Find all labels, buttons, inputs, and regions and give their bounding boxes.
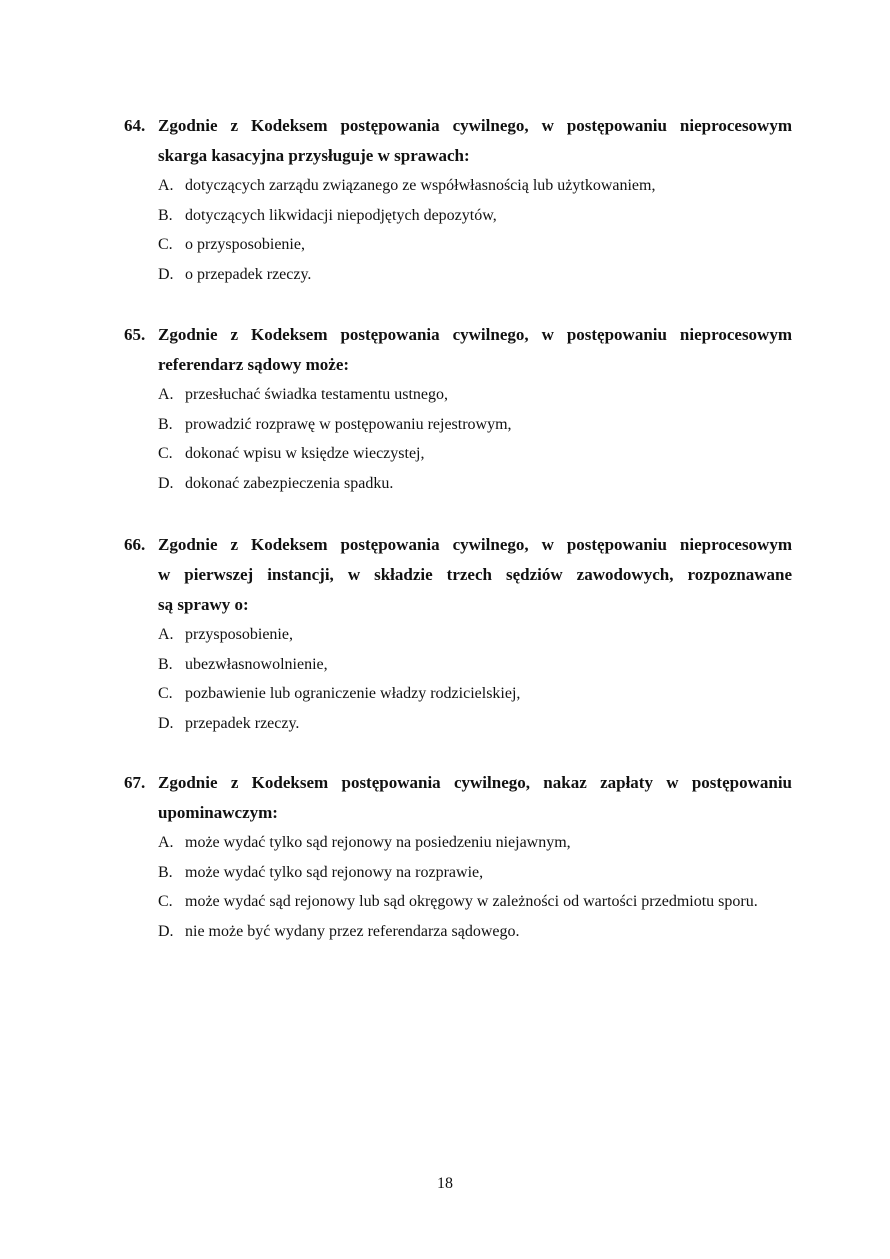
question-67 [124, 768, 792, 946]
question-number: 67. [124, 773, 146, 792]
question-66 [124, 530, 792, 738]
question-line: są sprawy o: [158, 595, 249, 614]
answer-option-a[interactable]: A. przesłuchać świadka testamentu ustnego, [158, 386, 449, 403]
question-line: Zgodnie z Kodeksem postępowania cywilnego, nakaz zapłaty w postępowaniu [158, 773, 792, 792]
question-text [158, 320, 792, 380]
question-header [124, 530, 792, 620]
answer-option-b[interactable]: B. może wydać tylko sąd rejonowy na rozprawie, [158, 863, 484, 881]
answer-option-d[interactable]: D. nie może być wydany przez referendarza sądowego. [158, 922, 520, 940]
answer-option-b[interactable]: B. ubezwłasnowolnienie, [158, 655, 328, 673]
answer-option-c[interactable]: C. może wydać sąd rejonowy lub sąd okręgowy w zależności od wartości przedmiotu sporu. [158, 893, 758, 910]
question-header [124, 320, 792, 380]
question-65 [124, 320, 792, 498]
question-line: Zgodnie z Kodeksem postępowania cywilnego, w postępowaniu nieprocesowym [158, 116, 792, 135]
answer-options [158, 828, 792, 946]
question-header [124, 768, 792, 828]
answer-option-a[interactable]: A. może wydać tylko sąd rejonowy na posiedzeniu niejawnym, [158, 834, 571, 851]
question-line: Zgodnie z Kodeksem postępowania cywilnego, w postępowaniu nieprocesowym [158, 325, 792, 344]
question-number: 64. [124, 116, 146, 135]
answer-option-a[interactable]: A. przysposobienie, [158, 626, 293, 643]
question-line: Zgodnie z Kodeksem postępowania cywilnego, w postępowaniu nieprocesowym [158, 535, 792, 554]
question-text [158, 530, 792, 620]
answer-options [158, 380, 792, 498]
answer-option-c[interactable]: C. o przysposobienie, [158, 236, 305, 253]
question-number: 65. [124, 325, 146, 344]
answer-option-d[interactable]: D. przepadek rzeczy. [158, 714, 300, 732]
answer-options [158, 620, 792, 738]
question-number: 66. [124, 535, 146, 554]
question-line: w pierwszej instancji, w składzie trzech sędziów zawodowych, rozpoznawane [158, 565, 792, 584]
answer-option-c[interactable]: C. dokonać wpisu w księdze wieczystej, [158, 445, 425, 462]
page-number: 18 [437, 1175, 453, 1192]
answer-option-b[interactable]: B. dotyczących likwidacji niepodjętych depozytów, [158, 206, 497, 224]
answer-option-d[interactable]: D. dokonać zabezpieczenia spadku. [158, 474, 394, 492]
question-text [158, 111, 792, 171]
question-64 [124, 111, 792, 289]
question-line: referendarz sądowy może: [158, 355, 350, 374]
answer-option-a[interactable]: A. dotyczących zarządu związanego ze współwłasnością lub użytkowaniem, [158, 177, 656, 194]
question-line: upominawczym: [158, 803, 278, 822]
answer-options [158, 171, 792, 289]
question-line: skarga kasacyjna przysługuje w sprawach: [158, 146, 470, 165]
question-text [158, 768, 792, 828]
answer-option-d[interactable]: D. o przepadek rzeczy. [158, 265, 312, 283]
answer-option-c[interactable]: C. pozbawienie lub ograniczenie władzy rodzicielskiej, [158, 685, 521, 702]
answer-option-b[interactable]: B. prowadzić rozprawę w postępowaniu rejestrowym, [158, 415, 512, 433]
question-header [124, 111, 792, 171]
